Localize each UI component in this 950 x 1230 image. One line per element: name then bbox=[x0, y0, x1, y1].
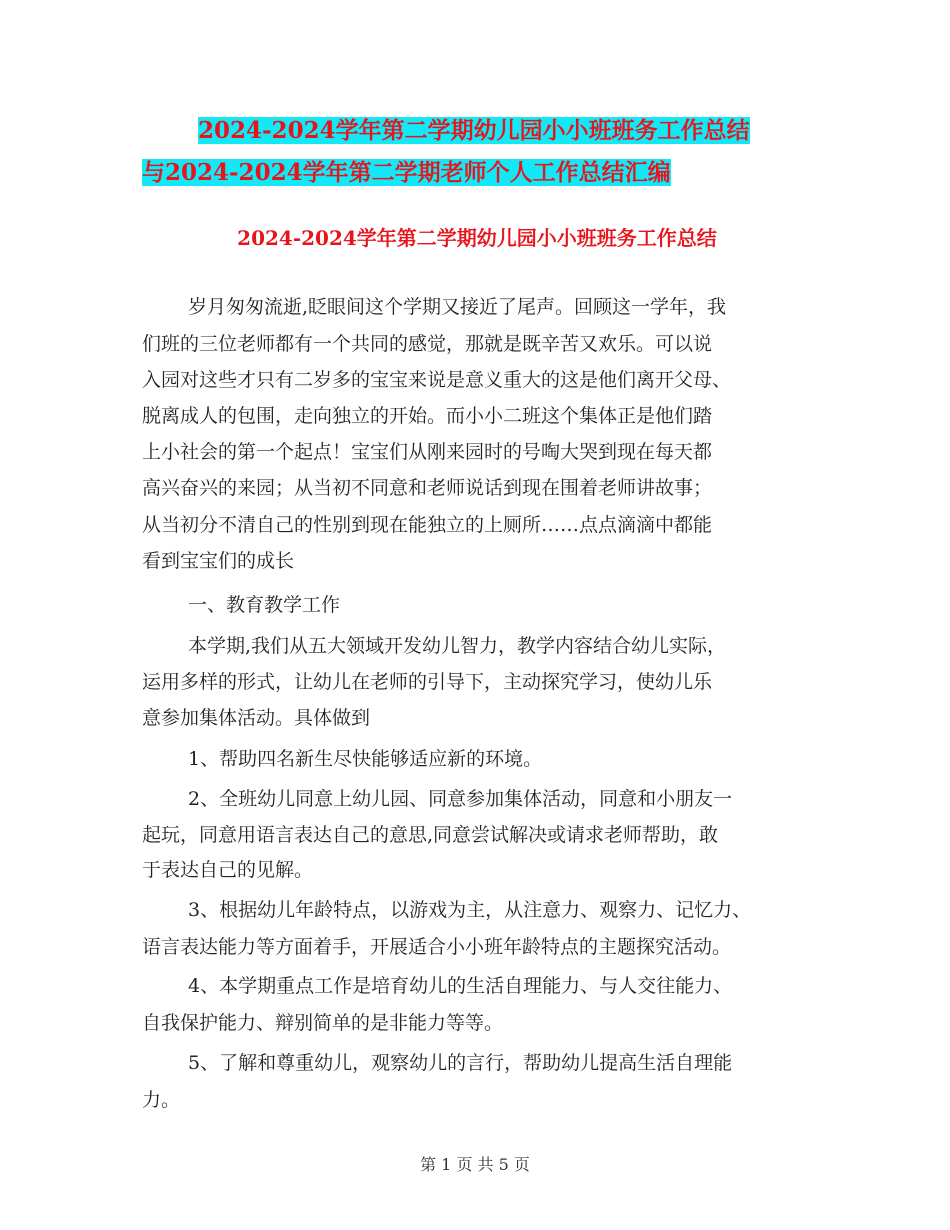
list-item: 4、本学期重点工作是培育幼儿的生活自理能力、与人交往能力、 bbox=[188, 975, 733, 997]
paragraph-line: 意参加集体活动。具体做到 bbox=[142, 707, 371, 729]
section-title: 2024-2024学年第二学期幼儿园小小班班务工作总结 bbox=[237, 226, 717, 250]
paragraph-line: 运用多样的形式，让幼儿在老师的引导下，主动探究学习，使幼儿乐 bbox=[142, 671, 713, 693]
paragraph-line: 们班的三位老师都有一个共同的感觉，那就是既辛苦又欢乐。可以说 bbox=[142, 333, 713, 355]
list-item: 5、了解和尊重幼儿，观察幼儿的言行，帮助幼儿提高生活自理能 bbox=[188, 1052, 733, 1074]
paragraph-line: 起玩，同意用语言表达自己的意思,同意尝试解决或请求老师帮助，敢 bbox=[142, 824, 719, 846]
page-footer: 第 1 页 共 5 页 bbox=[420, 1155, 530, 1174]
paragraph-line: 岁月匆匆流逝,眨眼间这个学期又接近了尾声。回顾这一学年，我 bbox=[188, 296, 727, 318]
main-title-line-2: 与2024-2024学年第二学期老师个人工作总结汇编 bbox=[142, 159, 671, 186]
paragraph-line: 上小社会的第一个起点！宝宝们从刚来园时的号啕大哭到现在每天都 bbox=[142, 441, 713, 463]
paragraph-line: 本学期,我们从五大领域开发幼儿智力，教学内容结合幼儿实际， bbox=[188, 635, 727, 657]
section-heading: 一、教育教学工作 bbox=[188, 594, 341, 616]
list-item: 3、根据幼儿年龄特点，以游戏为主，从注意力、观察力、记忆力、 bbox=[188, 899, 752, 921]
paragraph-line: 于表达自己的见解。 bbox=[142, 859, 314, 881]
paragraph-line: 从当初分不清自己的性别到现在能独立的上厕所……点点滴滴中都能 bbox=[142, 514, 713, 536]
paragraph-line: 高兴奋兴的来园；从当初不同意和老师说话到现在围着老师讲故事； bbox=[142, 477, 713, 499]
main-title-line-1: 2024-2024学年第二学期幼儿园小小班班务工作总结 bbox=[198, 117, 750, 144]
paragraph-line: 脱离成人的包围，走向独立的开始。而小小二班这个集体正是他们踏 bbox=[142, 405, 713, 427]
paragraph-line: 看到宝宝们的成长 bbox=[142, 550, 295, 572]
list-item: 1、帮助四名新生尽快能够适应新的环境。 bbox=[188, 748, 543, 770]
list-item: 2、全班幼儿同意上幼儿园、同意参加集体活动，同意和小朋友一 bbox=[188, 788, 733, 810]
paragraph-line: 语言表达能力等方面着手，开展适合小小班年龄特点的主题探究活动。 bbox=[142, 936, 732, 958]
paragraph-line: 入园对这些才只有二岁多的宝宝来说是意义重大的这是他们离开父母、 bbox=[142, 369, 732, 391]
paragraph-line: 自我保护能力、辩别简单的是非能力等等。 bbox=[142, 1012, 504, 1034]
paragraph-line: 力。 bbox=[142, 1089, 181, 1111]
